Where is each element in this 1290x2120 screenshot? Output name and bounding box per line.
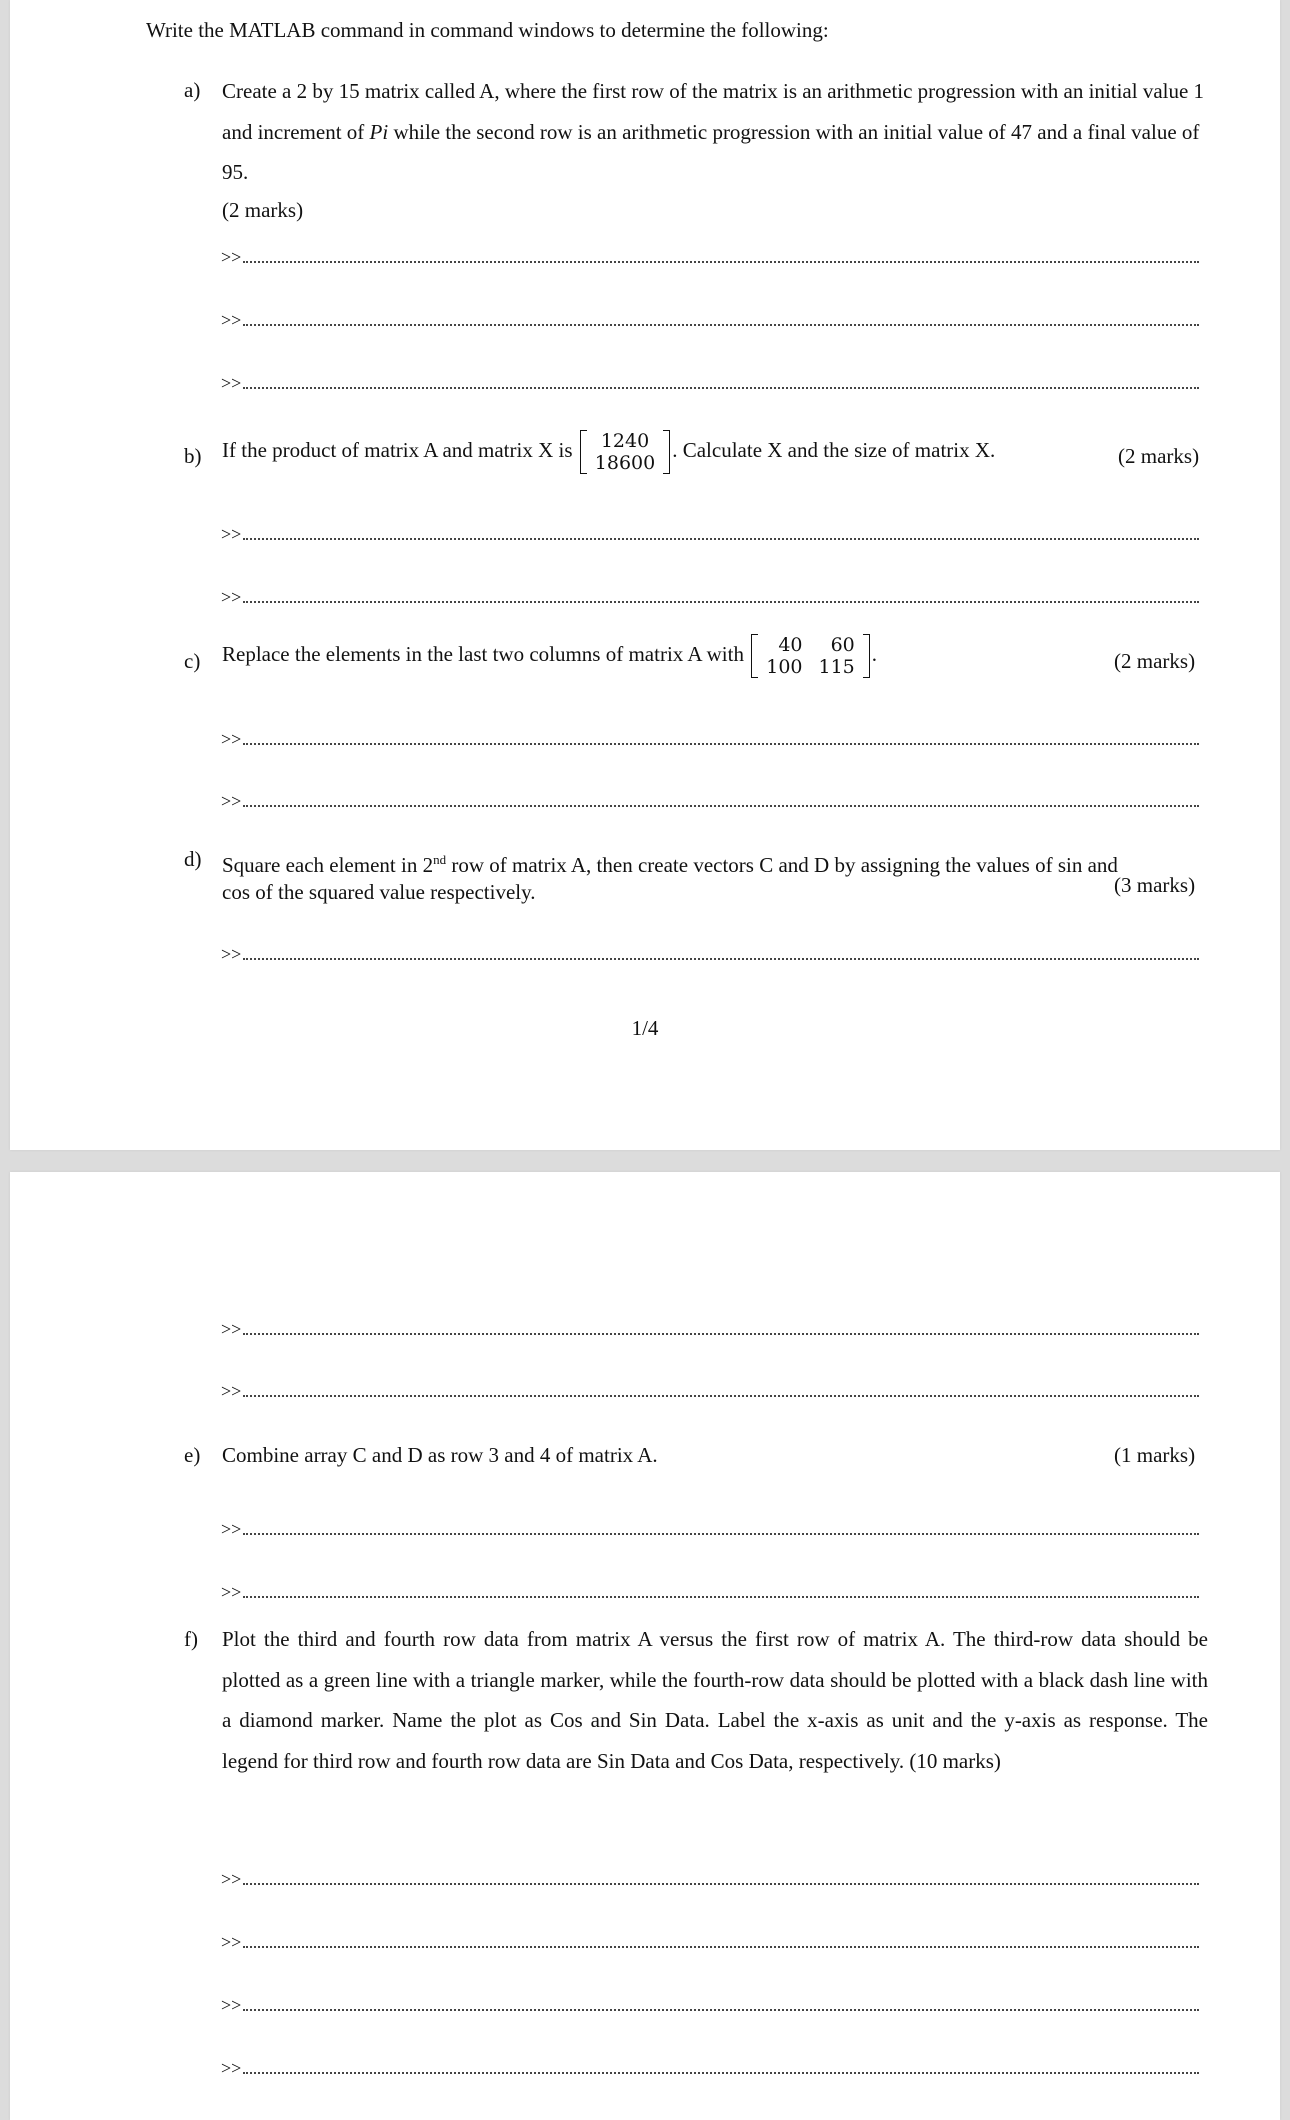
question-f-letter: f): [184, 1627, 198, 1651]
question-e-text: Combine array C and D as row 3 and 4 of matrix A.: [222, 1443, 658, 1467]
answer-line[interactable]: >>: [221, 240, 1199, 266]
instructions: Write the MATLAB command in command windows to determine the following:: [146, 18, 829, 42]
question-a-text: Create a 2 by 15 matrix called A, where the first row of the matrix is an arithmetic progression with an initial value 1 and increment of Pi while the second row is an arithmetic progression with an initial value of 47 and a final value of 95.: [222, 79, 1205, 184]
answer-line[interactable]: >>: [221, 366, 1199, 392]
answer-line[interactable]: >>: [221, 1925, 1199, 1951]
answer-line[interactable]: >>: [221, 784, 1199, 810]
question-a-letter: a): [184, 78, 201, 102]
answer-line[interactable]: >>: [221, 1862, 1199, 1888]
answer-line[interactable]: >>: [221, 1312, 1199, 1338]
question-f-text: Plot the third and fourth row data from matrix A versus the first row of matrix A. The third-row data should be plotted as a green line with a triangle marker, while the fourth-row data should be plotted with a black dash line with a diamond marker. Name the plot as Cos and Sin Data. Label the x-axis as unit and the y-axis as response. The legend for third row and fourth row data are Sin Data and Cos Data, respectively. (10 marks): [222, 1627, 1208, 1773]
answer-line[interactable]: >>: [221, 937, 1199, 963]
answer-line[interactable]: >>: [221, 2051, 1199, 2077]
answer-line[interactable]: >>: [221, 1374, 1199, 1400]
answer-line[interactable]: >>: [221, 722, 1199, 748]
replacement-matrix: 40 60 100 115: [751, 634, 870, 678]
question-c-text: Replace the elements in the last two columns of matrix A with 40 60 100 115 .: [222, 634, 878, 678]
question-b-marks: (2 marks): [1118, 444, 1200, 468]
answer-line[interactable]: >>: [221, 1512, 1199, 1538]
answer-line[interactable]: >>: [221, 1988, 1199, 2014]
page-number: 1/4: [631, 1016, 659, 1040]
page-1: [10, 0, 1280, 1150]
product-matrix: 1240 18600: [580, 430, 670, 474]
question-e-marks: (1 marks): [1114, 1443, 1196, 1467]
question-d-text: Square each element in 2nd row of matrix A, then create vectors C and D by assigning the values of sin and cos of the squared value respectively.: [222, 852, 1118, 904]
question-d-marks: (3 marks): [1114, 873, 1196, 897]
question-b-letter: b): [184, 444, 202, 468]
question-a-marks: (2 marks): [222, 198, 304, 222]
answer-line[interactable]: >>: [221, 303, 1199, 329]
answer-line[interactable]: >>: [221, 517, 1199, 543]
answer-line[interactable]: >>: [221, 1575, 1199, 1601]
question-d-letter: d): [184, 847, 202, 871]
answer-line[interactable]: >>: [221, 580, 1199, 606]
page-2: [10, 1172, 1280, 2120]
question-c-marks: (2 marks): [1114, 649, 1196, 673]
question-c-letter: c): [184, 649, 201, 673]
question-e-letter: e): [184, 1443, 201, 1467]
question-b-text: If the product of matrix A and matrix X is 1240 18600 . Calculate X and the size of matrix X.: [222, 430, 996, 474]
